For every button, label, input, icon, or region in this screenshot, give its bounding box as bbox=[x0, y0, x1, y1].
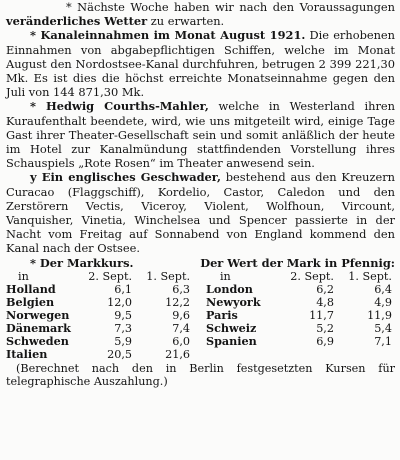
value-sept1-cell: 7,1 bbox=[374, 335, 392, 349]
country-cell: Dänemark bbox=[6, 321, 71, 336]
header-col2: 1. Sept. bbox=[146, 269, 190, 283]
value-sept2-cell: 11,7 bbox=[309, 309, 334, 323]
country-cell: Holland bbox=[6, 281, 56, 296]
kanal-title: * Kanaleinnahmen im Monat August 1921. bbox=[30, 28, 306, 43]
value-sept2-cell: 6,1 bbox=[114, 282, 132, 296]
country-cell: Norwegen bbox=[6, 308, 70, 323]
markkurs-note: (Berechnet nach den in Berlin festgesetzten Kursen für telegraphische Auszahlung.) bbox=[6, 361, 395, 388]
value-sept2-cell: 4,8 bbox=[316, 296, 334, 310]
geschwader-article bbox=[6, 170, 395, 255]
header-in: in bbox=[219, 269, 231, 283]
kanal-article bbox=[6, 28, 395, 99]
markkurs-table-left bbox=[6, 270, 190, 362]
value-sept1-cell: 4,9 bbox=[374, 296, 392, 310]
weather-line-2: zu erwarten. bbox=[150, 14, 225, 29]
kanal-text: Die erhobenen Einnahmen von abgabepflichtigen Schiffen, welche im Monat August den Nordostsee-Kanal durchfuhren, betrugen 2 399 221,30 Mk. Es ist dies die höchst erreichte Monatseinnahme gegen den Juli von 144 871,30 Mk. bbox=[6, 28, 396, 100]
country-cell: Italien bbox=[6, 347, 48, 362]
value-sept1-cell: 12,2 bbox=[165, 296, 190, 310]
value-sept2-cell: 7,3 bbox=[114, 322, 132, 336]
value-sept2-cell: 5,9 bbox=[114, 335, 132, 349]
value-sept1-cell: 6,4 bbox=[374, 282, 392, 296]
value-sept2-cell: 6,9 bbox=[316, 335, 334, 349]
country-cell: Paris bbox=[205, 308, 238, 323]
header-col1: 2. Sept. bbox=[290, 269, 334, 283]
value-sept1-cell: 6,3 bbox=[172, 282, 190, 296]
geschwader-title: y Ein englisches Geschwader, bbox=[30, 170, 221, 185]
country-cell: Schweden bbox=[6, 334, 69, 349]
weather-line-1: * Nächste Woche haben wir nach den Voraussagungen bbox=[66, 0, 395, 14]
table-row bbox=[6, 348, 190, 361]
value-sept2-cell: 12,0 bbox=[107, 296, 132, 310]
courths-title: * Hedwig Courths-Mahler, bbox=[30, 99, 209, 114]
value-sept1-cell: 9,6 bbox=[172, 309, 190, 323]
country-cell: Spanien bbox=[205, 334, 257, 349]
value-sept2-cell: 6,2 bbox=[316, 282, 334, 296]
courths-text: welche in Westerland ihren Kuraufenthalt beendete, wird, wie uns mitgeteilt wird, einige Tage Gast ihrer Theater-Gesellschaft sein und somit anläßlich der heute im Hotel zur Kanalmündung stattfindenden Vorstellung ihres Schauspiels „Rote Rosen“ im Theater anwesend sein. bbox=[6, 99, 395, 171]
country-cell: Belgien bbox=[6, 295, 55, 310]
geschwader-text: bestehend aus den Kreuzern Curacao (Flaggschiff), Kordelio, Castor, Caledon und den Zerstörern Vectis, Viceroy, Violent, Wolfhoun, Vircount, Vanquisher, Vinetia, Winchelsea und Spencer passierte in der Nacht vom Freitag auf Sonnabend von England kommend den Kanal nach der Ostsee. bbox=[6, 170, 395, 256]
header-col1: 2. Sept. bbox=[88, 269, 132, 283]
country-cell: London bbox=[205, 281, 253, 296]
table-header bbox=[6, 270, 190, 283]
markkurs-table-right bbox=[206, 270, 392, 349]
markkurs-heading bbox=[6, 256, 395, 270]
value-sept2-cell: 20,5 bbox=[107, 348, 132, 362]
value-sept2-cell: 9,5 bbox=[114, 309, 132, 323]
weather-notice bbox=[6, 0, 395, 28]
markkurs-table bbox=[6, 270, 395, 362]
value-sept1-cell: 6,0 bbox=[172, 335, 190, 349]
country-cell: Schweiz bbox=[205, 321, 257, 336]
weather-highlight: veränderliches Wetter bbox=[6, 14, 148, 29]
table-row bbox=[206, 335, 392, 348]
header-col2: 1. Sept. bbox=[348, 269, 392, 283]
value-sept1-cell: 7,4 bbox=[172, 322, 190, 336]
value-sept1-cell: 5,4 bbox=[374, 322, 392, 336]
value-sept2-cell: 5,2 bbox=[316, 322, 334, 336]
value-sept1-cell: 21,6 bbox=[165, 348, 190, 362]
table-header bbox=[206, 270, 392, 283]
value-sept1-cell: 11,9 bbox=[367, 309, 392, 323]
courths-article bbox=[6, 99, 395, 170]
header-in: in bbox=[18, 269, 29, 283]
markkurs-title: * Der Markkurs. bbox=[30, 255, 134, 270]
markkurs-subtitle: Der Wert der Mark in Pfennig: bbox=[200, 255, 395, 270]
country-cell: Newyork bbox=[205, 295, 261, 310]
